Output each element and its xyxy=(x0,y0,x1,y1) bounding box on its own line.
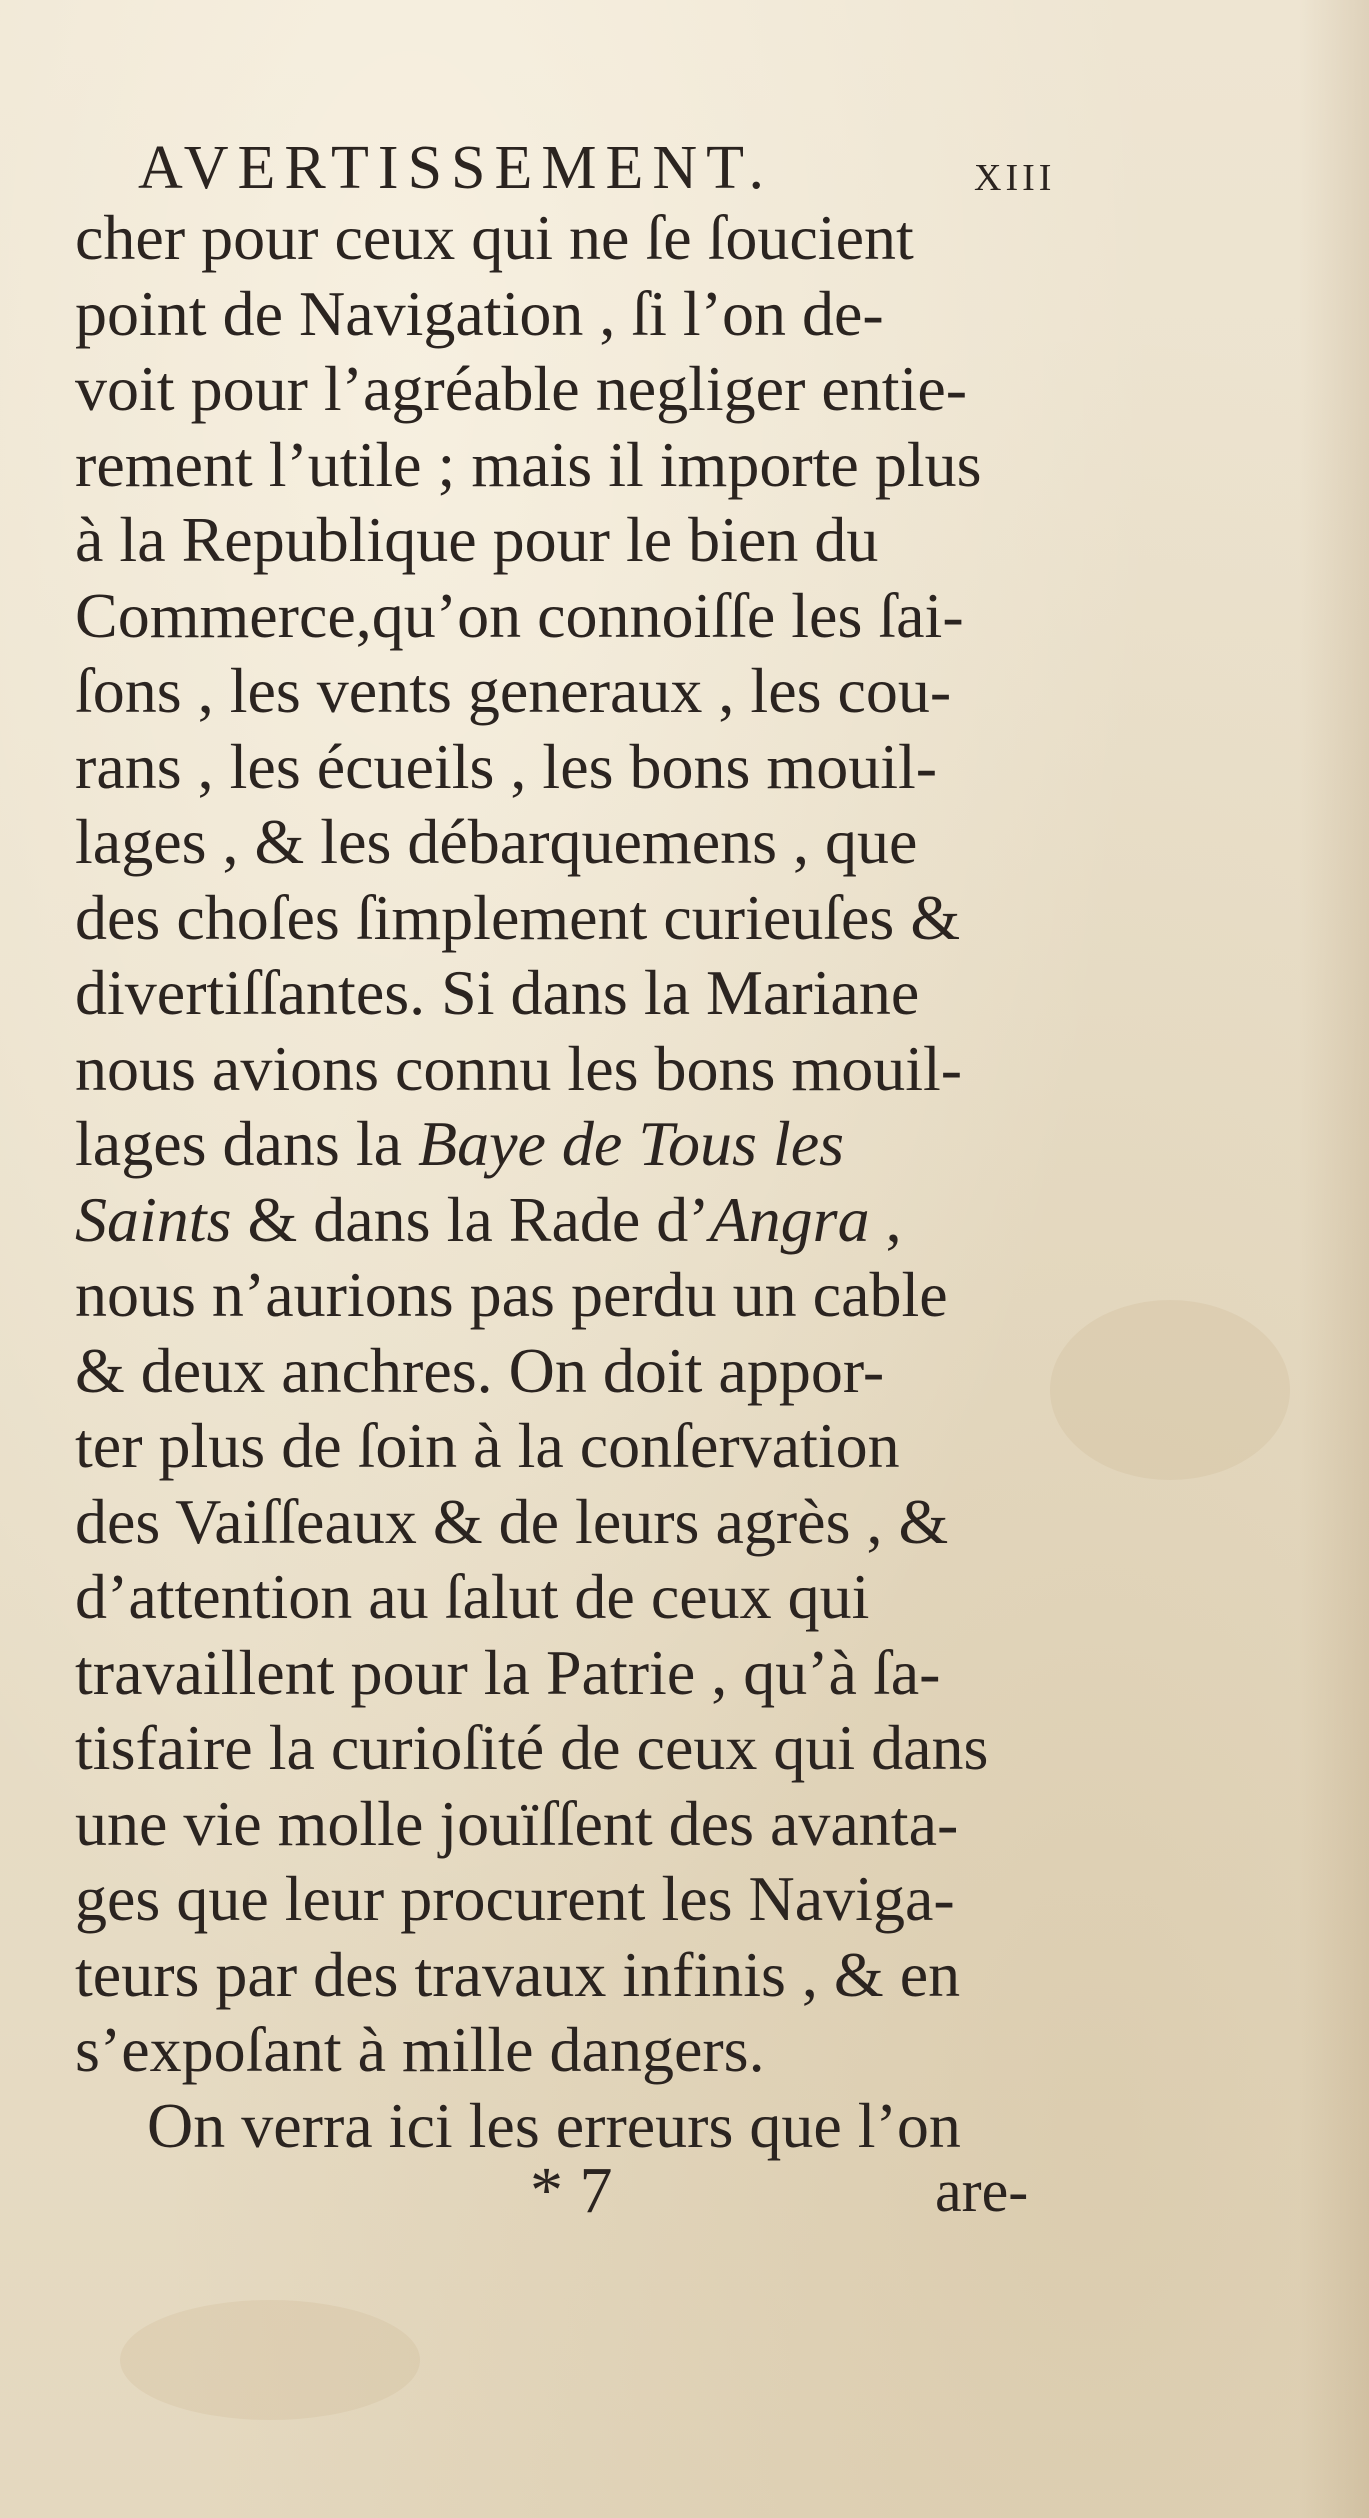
text-line: point de Navigation , ſi l’on de- xyxy=(75,277,884,349)
place-name-italic: Angra xyxy=(709,1183,870,1255)
text-line: des Vaiſſeaux & de leurs agrès , & xyxy=(75,1485,949,1557)
text-line: s’expoſant à mille dangers. xyxy=(75,2014,765,2085)
place-name-italic: Baye de Tous les xyxy=(418,1108,845,1179)
text-line xyxy=(75,1182,1085,1258)
paper-stain xyxy=(1050,1300,1290,1480)
text-line: d’attention au ſalut de ceux qui xyxy=(75,1561,870,1632)
paper-stain xyxy=(120,2300,420,2420)
text-segment: lages dans la xyxy=(75,1108,418,1179)
text-line: ter plus de ſoin à la conſervation xyxy=(75,1410,900,1481)
text-line: Commerce,qu’on connoiſſe les ſai- xyxy=(75,579,964,651)
page-number: xiii xyxy=(974,142,1056,202)
text-line: nous avions connu les bons mouil- xyxy=(75,1032,963,1104)
text-line: travaillent pour la Patrie , qu’à ſa- xyxy=(75,1636,941,1708)
text-line: lages , & les débarquemens , que xyxy=(75,806,918,877)
text-segment: , xyxy=(869,1183,902,1255)
text-line: ſons , les vents generaux , les cou- xyxy=(75,655,952,726)
running-head-title: AVERTISSEMENT. xyxy=(138,134,773,202)
catchword: are- xyxy=(935,2158,1029,2224)
text-line: teurs par des travaux infinis , & en xyxy=(75,1938,961,2010)
text-line: On verra ici les erreurs que l’on xyxy=(147,2089,961,2161)
text-line: voit pour l’agréable negliger entie- xyxy=(75,353,968,424)
text-line: tisfaire la curioſité de ceux qui dans xyxy=(75,1712,989,1783)
text-line: cher pour ceux qui ne ſe ſoucient xyxy=(75,202,914,273)
signature-mark: * 7 xyxy=(530,2154,613,2227)
text-line: ges que leur procurent les Naviga- xyxy=(75,1863,955,1934)
text-line xyxy=(75,1106,1085,1182)
text-line: rans , les écueils , les bons mouil- xyxy=(75,730,938,802)
text-line: rement l’utile ; mais il importe plus xyxy=(75,428,982,500)
text-line: à la Republique pour le bien du xyxy=(75,504,879,575)
page-footer xyxy=(75,2146,1085,2236)
body-text xyxy=(75,200,1085,2163)
page-edge-shadow xyxy=(1299,0,1369,2518)
text-line: divertiſſantes. Si dans la Mariane xyxy=(75,957,920,1028)
text-line: une vie molle jouïſſent des avanta- xyxy=(75,1787,959,1859)
text-segment: & dans la Rade d’ xyxy=(231,1183,710,1255)
text-line: nous n’aurions pas perdu un cable xyxy=(75,1259,948,1330)
place-name-italic: Saints xyxy=(75,1183,232,1255)
text-line: & deux anchres. On doit appor- xyxy=(75,1334,885,1406)
text-line: des choſes ſimplement curieuſes & xyxy=(75,881,961,953)
